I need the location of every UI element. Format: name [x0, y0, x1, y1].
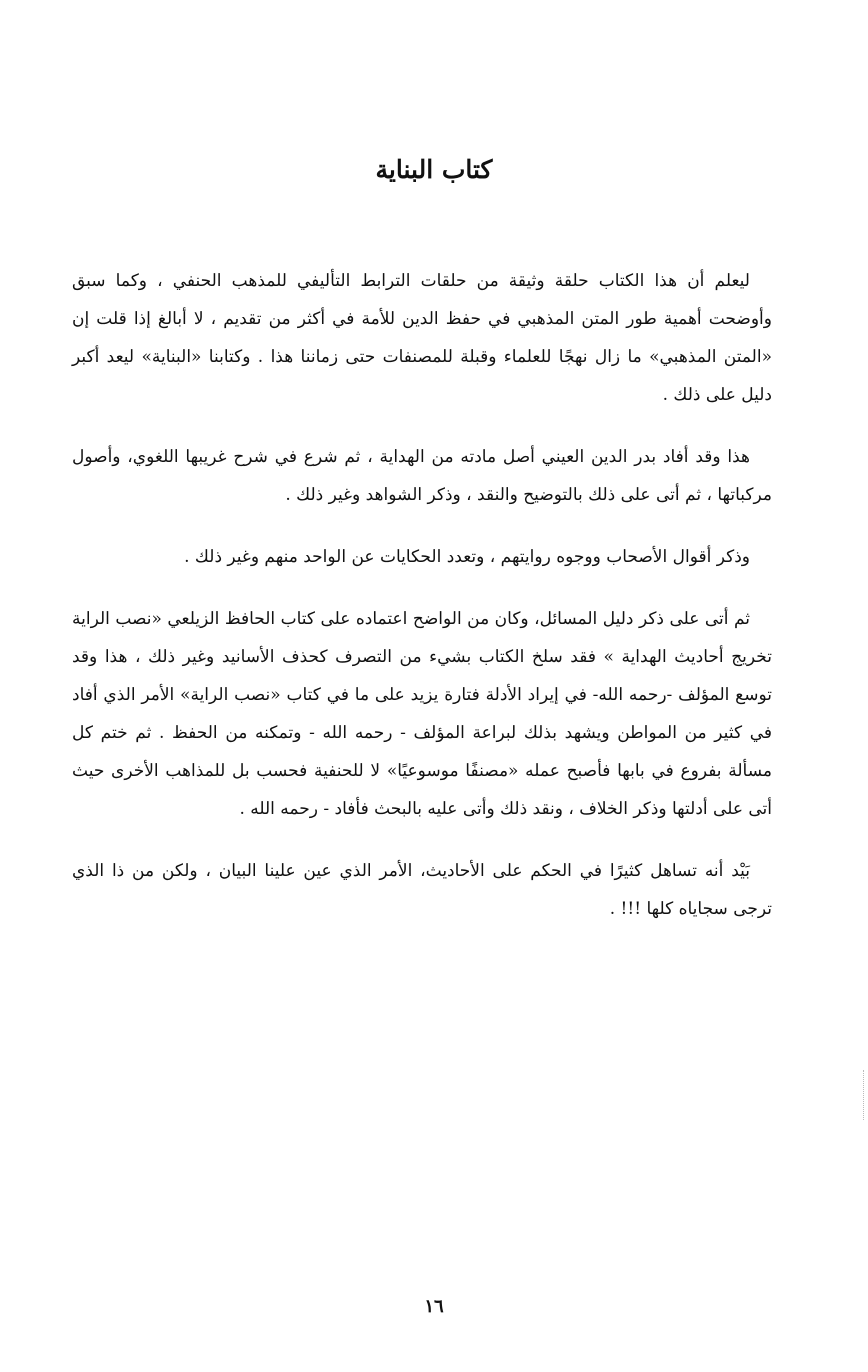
- paragraph-evidence: ثم أتى على ذكر دليل المسائل، وكان من الواضح اعتماده على كتاب الحافظ الزيلعي «نصب الراية تخريج أحاديث الهداية » فقد سلخ الكتاب بشيء من التصرف كحذف الأسانيد وغير ذلك ، هذا وقد توسع المؤلف -رحمه الله- في إيراد الأدلة فتارة يزيد على ما في كتاب «نصب الراية» الأمر الذي أفاد في كثير من المواطن ويشهد بذلك لبراعة المؤلف - رحمه الله - وتمكنه من الحفظ . ثم ختم كل مسألة بفروع في بابها فأصبح عمله «مصنفًا موسوعيًا» لا للحنفية فحسب بل للمذاهب الأخرى حيث أتى على أدلتها وذكر الخلاف ، ونقد ذلك وأتى عليه بالبحث فأفاد - رحمه الله .: [72, 609, 772, 819]
- page-title: كتاب البناية: [375, 155, 493, 184]
- paragraph-intro: ليعلم أن هذا الكتاب حلقة وثيقة من حلقات الترابط التأليفي للمذهب الحنفي ، وكما سبق وأوضحت أهمية طور المتن المذهبي في حفظ الدين للأمة في أكثر من تقديم ، لا أبالغ إذا قلت إن «المتن المذهبي» ما زال نهجًا للعلماء وقبلة للمصنفات حتى زماننا هذا . وكتابنا «البناية» ليعد أكبر دليل على ذلك .: [72, 271, 772, 405]
- paragraph-opinions: وذكر أقوال الأصحاب ووجوه روايتهم ، وتعدد الحكايات عن الواحد منهم وغير ذلك .: [184, 547, 750, 567]
- paragraph-critique: بَيْد أنه تساهل كثيرًا في الحكم على الأحاديث، الأمر الذي عين علينا البيان ، ولكن من ذا الذي ترجى سجاياه كلها !!! .: [72, 861, 772, 919]
- margin-mark: [861, 1070, 864, 1120]
- page-body: [72, 262, 772, 952]
- page-number: ١٦: [424, 1296, 444, 1317]
- paragraph-sources: هذا وقد أفاد بدر الدين العيني أصل مادته من الهداية ، ثم شرع في شرح غريبها اللغوي، وأصول مركباتها ، ثم أتى على ذلك بالتوضيح والنقد ، وذكر الشواهد وغير ذلك .: [72, 447, 772, 505]
